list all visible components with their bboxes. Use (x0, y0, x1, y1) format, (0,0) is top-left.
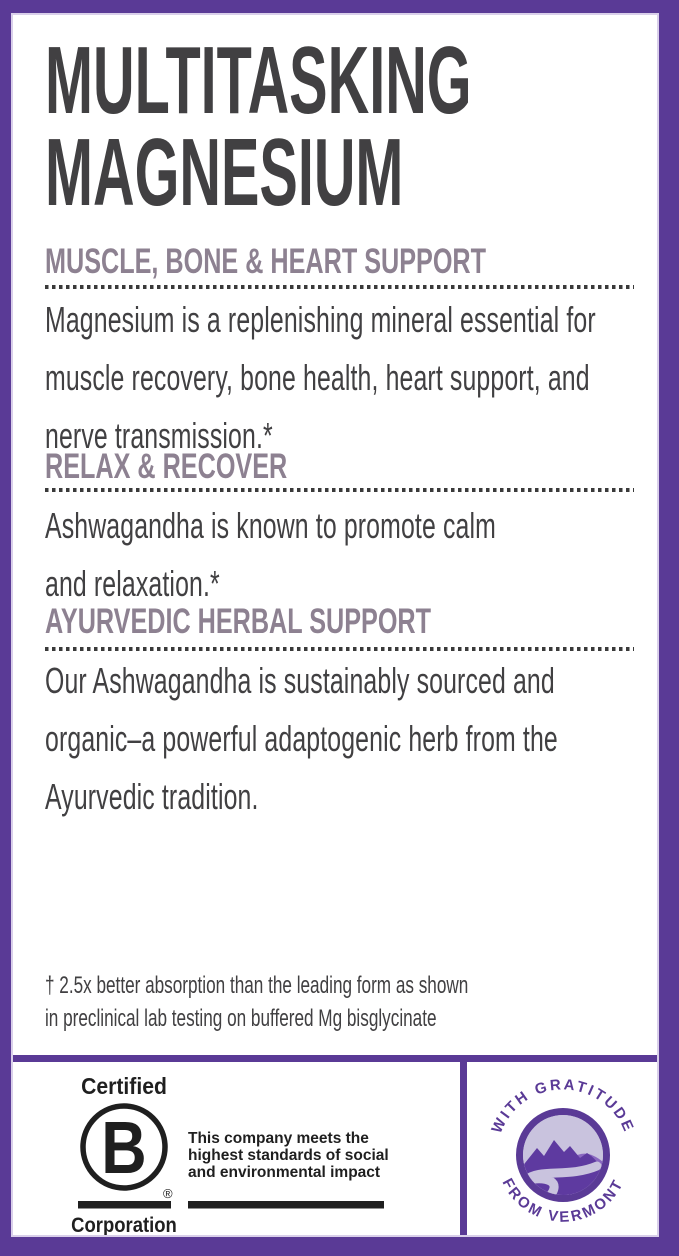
product-title-line1: MULTITASKING (45, 27, 472, 134)
body-line: Ayurvedic tradition. (45, 776, 259, 817)
bcorp-tagline-line1: This company meets the (188, 1130, 369, 1147)
section-body-magnesium (45, 291, 596, 465)
absorption-footnote (45, 969, 468, 1035)
vermont-arc-bottom-text: FROM VERMONT (498, 1175, 628, 1226)
section-heading-muscle-bone-heart: MUSCLE, BONE & HEART SUPPORT (45, 242, 487, 281)
bcorp-corporation-label: Corporation (71, 1213, 177, 1237)
section-heading-relax-recover: RELAX & RECOVER (45, 447, 288, 486)
product-title-line2: MAGNESIUM (45, 119, 404, 226)
bcorp-tagline-line2: highest standards of social (188, 1147, 389, 1164)
dotted-divider (45, 285, 634, 289)
dotted-divider (45, 488, 634, 492)
vermont-gratitude-badge (467, 1062, 659, 1237)
body-line: muscle recovery, bone health, heart support, and (45, 357, 590, 398)
body-line: Magnesium is a replenishing mineral essential for (45, 299, 596, 340)
bcorp-certification-logo (11, 1062, 460, 1237)
section-body-herbal (45, 652, 558, 826)
body-line: Ashwagandha is known to promote calm (45, 505, 496, 546)
body-line: and relaxation.* (45, 563, 220, 604)
body-line: nerve transmission.* (45, 415, 273, 456)
bcorp-bar-left (78, 1201, 171, 1209)
vermont-arc-top-text: WITH GRATITUDE (488, 1076, 638, 1136)
bcorp-b-letter: B (101, 1106, 147, 1190)
dotted-divider (45, 647, 634, 651)
section-heading-ayurvedic: AYURVEDIC HERBAL SUPPORT (45, 602, 432, 641)
body-line: Our Ashwagandha is sustainably sourced and (45, 660, 555, 701)
section-body-ashwagandha (45, 497, 496, 613)
footnote-line: in preclinical lab testing on buffered Mg bisglycinate (45, 1005, 437, 1032)
vertical-divider (460, 1055, 467, 1237)
bcorp-bar-right (188, 1201, 384, 1209)
bcorp-registered-mark: ® (163, 1186, 173, 1201)
body-line: organic–a powerful adaptogenic herb from the (45, 718, 558, 759)
horizontal-divider (11, 1055, 659, 1062)
bcorp-tagline-line3: and environmental impact (188, 1164, 381, 1181)
bcorp-certified-label: Certified (81, 1073, 167, 1100)
footnote-line: † 2.5x better absorption than the leading form as shown (45, 972, 469, 999)
